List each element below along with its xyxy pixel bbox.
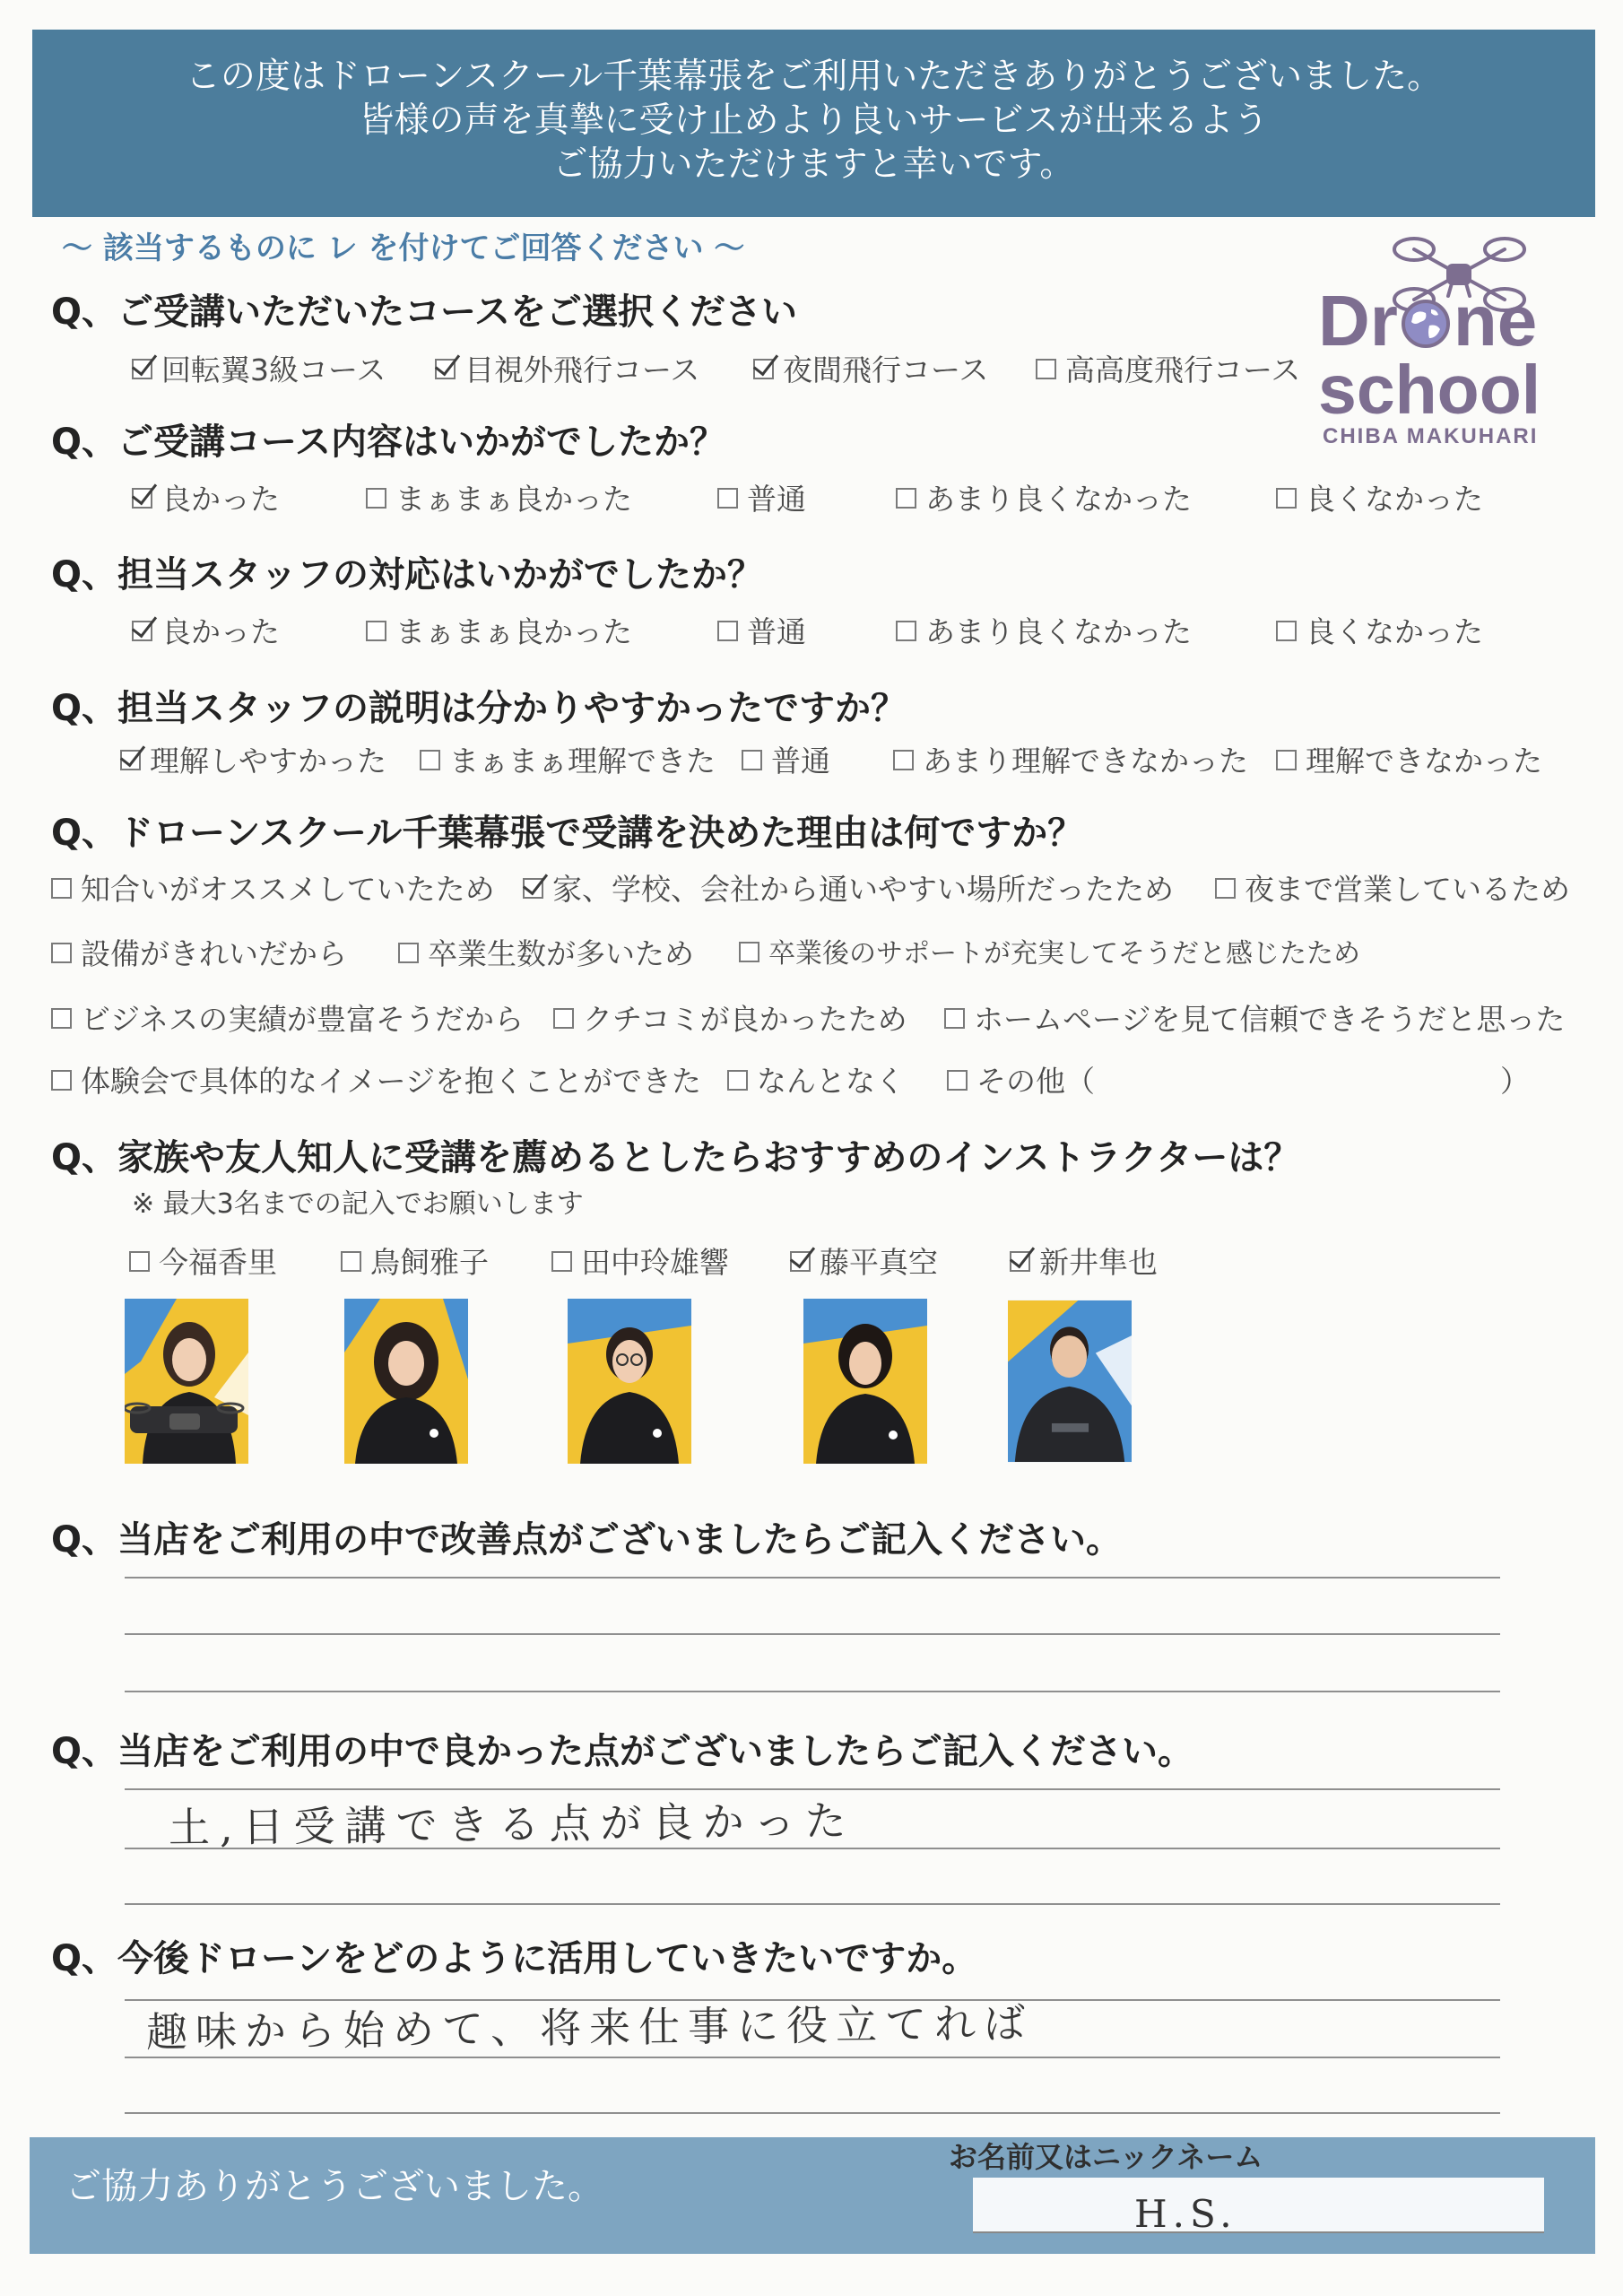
reason-no-particular-reason[interactable] [727,1064,905,1100]
checkbox[interactable] [341,1251,361,1272]
checkbox[interactable] [947,1070,968,1091]
writing-line [125,2057,1500,2058]
checkbox[interactable] [717,488,738,509]
checkbox[interactable] [896,621,916,641]
checkbox[interactable] [553,1008,574,1029]
writing-line [125,1691,1500,1692]
reason-clean-facilities[interactable] [51,936,347,972]
header-line-2: 皆様の声を真摯に受け止めより良いサービスが出来るよう [359,100,1269,141]
checkbox[interactable] [790,1251,811,1272]
checkbox[interactable] [1276,621,1297,641]
option-label: あまり良くなかった [925,614,1192,649]
reason-convenient-location[interactable] [523,872,1174,908]
checkbox[interactable] [727,1070,748,1091]
question-3-label: Q、担当スタッフの対応はいかがでしたか？ [51,554,764,596]
checkbox[interactable] [717,621,738,641]
header-line-1: この度はドローンスクール千葉幕張をご利用いただきありがとうございました。 [185,57,1443,97]
option-label: あまり良くなかった [925,482,1192,517]
staff-response-fairly-good[interactable] [366,614,632,650]
checkbox[interactable] [523,878,543,899]
checkbox[interactable] [132,359,152,379]
instructor-option-5[interactable] [1010,1245,1158,1281]
checkbox[interactable] [896,488,916,509]
reason-recommended-by-acquaintance[interactable] [51,872,495,908]
checkbox[interactable] [120,750,141,770]
writing-line [125,1903,1500,1905]
checkbox[interactable] [944,1008,965,1029]
globe-icon [1401,299,1451,349]
instructor-option-4[interactable] [790,1245,938,1281]
checkbox[interactable] [129,1251,150,1272]
instructor-photo-3 [568,1299,691,1464]
option-label: まぁまぁ理解できた [449,744,716,778]
option-label: あまり理解できなかった [923,744,1248,778]
option-label: 理解できなかった [1306,744,1542,778]
checkbox[interactable] [398,943,419,963]
improvement-answer-field[interactable] [125,1552,1500,1695]
staff-response-average[interactable] [717,614,806,650]
checkbox[interactable] [51,1070,72,1091]
checkbox[interactable] [893,750,914,770]
header-line-3: ご協力いただけますと幸いです。 [552,144,1075,185]
writing-line [125,1788,1500,1790]
instructor-photo-2 [344,1299,468,1464]
course-rating-bad[interactable] [1276,482,1483,517]
logo-wordmark-school: school [1318,352,1541,429]
staff-response-bad[interactable] [1276,614,1483,650]
staff-response-good[interactable] [132,614,280,650]
option-label: 知合いがオススメしていたため [81,872,495,907]
option-label: ビジネスの実績が豊富そうだから [81,1002,525,1037]
instructor-photo-1 [125,1299,248,1464]
checkbox[interactable] [51,943,72,963]
checkbox[interactable] [435,359,456,379]
course-option-high-altitude[interactable] [1036,352,1300,388]
instructor-name: 今福香里 [159,1245,277,1280]
option-label: 普通 [747,482,806,517]
checkbox[interactable] [366,621,386,641]
other-reason-field[interactable] [1098,1067,1493,1100]
checkbox[interactable] [1276,750,1297,770]
checkbox[interactable] [51,1008,72,1029]
option-label: 良くなかった [1306,482,1483,517]
checkbox[interactable] [1215,878,1236,899]
option-label: クチコミが良かったため [583,1002,907,1037]
checkbox[interactable] [366,488,386,509]
reason-business-track-record[interactable] [51,1002,524,1038]
option-label: なんとなく [757,1064,905,1099]
explanation-hard[interactable] [893,744,1248,779]
course-rating-average[interactable] [717,482,806,517]
staff-response-not-so-good[interactable] [896,614,1192,650]
name-field[interactable] [973,2178,1544,2233]
course-option-night-flight[interactable] [753,352,988,388]
name-value: H.S. [1134,2192,1237,2236]
reason-good-reviews[interactable] [553,1002,907,1038]
reason-post-graduation-support[interactable] [739,936,1360,972]
explanation-not-understood[interactable] [1276,744,1542,779]
instructor-photo-5 [1008,1299,1132,1464]
option-label: 体験会で具体的なイメージを抱くことができた [81,1064,702,1099]
checkbox[interactable] [51,878,72,899]
instructor-name: 新井隼也 [1039,1245,1158,1280]
option-label: 夜まで営業しているため [1245,872,1570,907]
option-label: 夜間飛行コース [783,352,989,387]
option-label: 設備がきれいだから [81,936,347,971]
checkbox[interactable] [420,750,440,770]
option-label: 良くなかった [1306,614,1483,649]
option-label: 普通 [771,744,830,778]
option-label: まぁまぁ良かった [395,482,632,517]
writing-line [125,2112,1500,2114]
option-label: 家、学校、会社から通いやすい場所だったため [552,872,1174,907]
name-field-label: お名前又はニックネーム [949,2140,1263,2174]
instructor-option-3[interactable] [551,1245,729,1281]
instructor-name: 鳥飼雅子 [370,1245,489,1280]
checkbox[interactable] [551,1251,572,1272]
checkbox[interactable] [1276,488,1297,509]
reason-trial-session[interactable] [51,1064,701,1100]
good-points-answer-text: 土,日受講できる点が良かった [168,1796,856,1852]
logo-wordmark-drone [1318,283,1537,359]
course-rating-good[interactable] [132,482,280,517]
question-9-label: Q、今後ドローンをどのように活用していきたいですか。 [51,1938,978,1979]
explanation-average[interactable] [742,744,830,779]
writing-line [125,1633,1500,1635]
question-2-label: Q、ご受講コース内容はいかがでしたか？ [51,422,726,463]
reason-many-graduates[interactable] [398,936,694,972]
reason-other[interactable] [947,1064,1095,1100]
instructor-name: 田中玲雄響 [581,1245,729,1280]
checkbox[interactable] [132,488,152,509]
option-label: 良かった [161,614,280,649]
option-label: 卒業生数が多いため [428,936,694,971]
option-label: 卒業後のサポートが充実してそうだと感じたため [768,938,1360,970]
checkbox[interactable] [132,621,152,641]
checkbox[interactable] [742,750,762,770]
instructor-option-2[interactable] [341,1245,489,1281]
option-label: 回転翼3級コース [161,352,386,387]
option-label: 目視外飛行コース [464,352,700,387]
checkbox[interactable] [739,942,759,962]
course-rating-fairly-good[interactable] [366,482,632,517]
future-use-answer-text: 趣味から始めて、将来仕事に役立てれば [145,1998,1034,2057]
question-6-label: Q、家族や友人知人に受講を薦めるとしたらおすすめのインストラクターは？ [51,1137,1300,1178]
instructor-name: 藤平真空 [820,1245,938,1280]
other-close-paren: ） [1500,1064,1530,1099]
option-label: その他（ [976,1064,1095,1099]
reason-open-late[interactable] [1215,872,1570,908]
option-label: 高高度飛行コース [1065,352,1301,387]
writing-line [125,1848,1500,1849]
instructor-photo-4 [803,1299,927,1464]
logo-dr-text: Dr [1318,281,1398,361]
option-label: ホームページを見て信頼できそうだと思った [974,1002,1566,1037]
option-label: 理解しやすかった [150,744,386,778]
course-rating-not-so-good[interactable] [896,482,1192,517]
writing-line [125,1999,1500,2001]
option-label: 良かった [161,482,280,517]
instructor-option-1[interactable] [129,1245,277,1281]
checkbox[interactable] [753,359,774,379]
header-banner [32,30,1595,217]
checkbox[interactable] [1036,359,1056,379]
reason-trustworthy-website[interactable] [944,1002,1565,1038]
explanation-fairly-easy[interactable] [420,744,716,779]
explanation-easy[interactable] [120,744,386,779]
course-option-bvlos[interactable] [435,352,699,388]
course-option-rotary-wing-3rd-class[interactable] [132,352,386,388]
checkbox[interactable] [1010,1251,1030,1272]
question-1-label: Q、ご受講いただいたコースをご選択ください [51,291,798,333]
question-8-label: Q、当店をご利用の中で良かった点がございましたらご記入ください。 [51,1731,1194,1772]
option-label: 普通 [747,614,806,649]
option-label: まぁまぁ良かった [395,614,632,649]
writing-line [125,1577,1500,1578]
logo-subtitle: CHIBA MAKUHARI [1323,424,1539,448]
question-4-label: Q、担当スタッフの説明は分かりやすかったですか？ [51,688,907,729]
question-7-label: Q、当店をご利用の中で改善点がございましたらご記入ください。 [51,1519,1123,1561]
logo-ne-text: ne [1453,281,1538,361]
instruction-text: 〜 該当するものに レ を付けてご回答ください 〜 [62,230,745,266]
question-6-note: ※ 最大3名までの記入でお願いします [132,1188,584,1220]
question-5-label: Q、ドローンスクール千葉幕張で受講を決めた理由は何ですか？ [51,813,1084,854]
footer-thanks: ご協力ありがとうございました。 [65,2166,603,2207]
